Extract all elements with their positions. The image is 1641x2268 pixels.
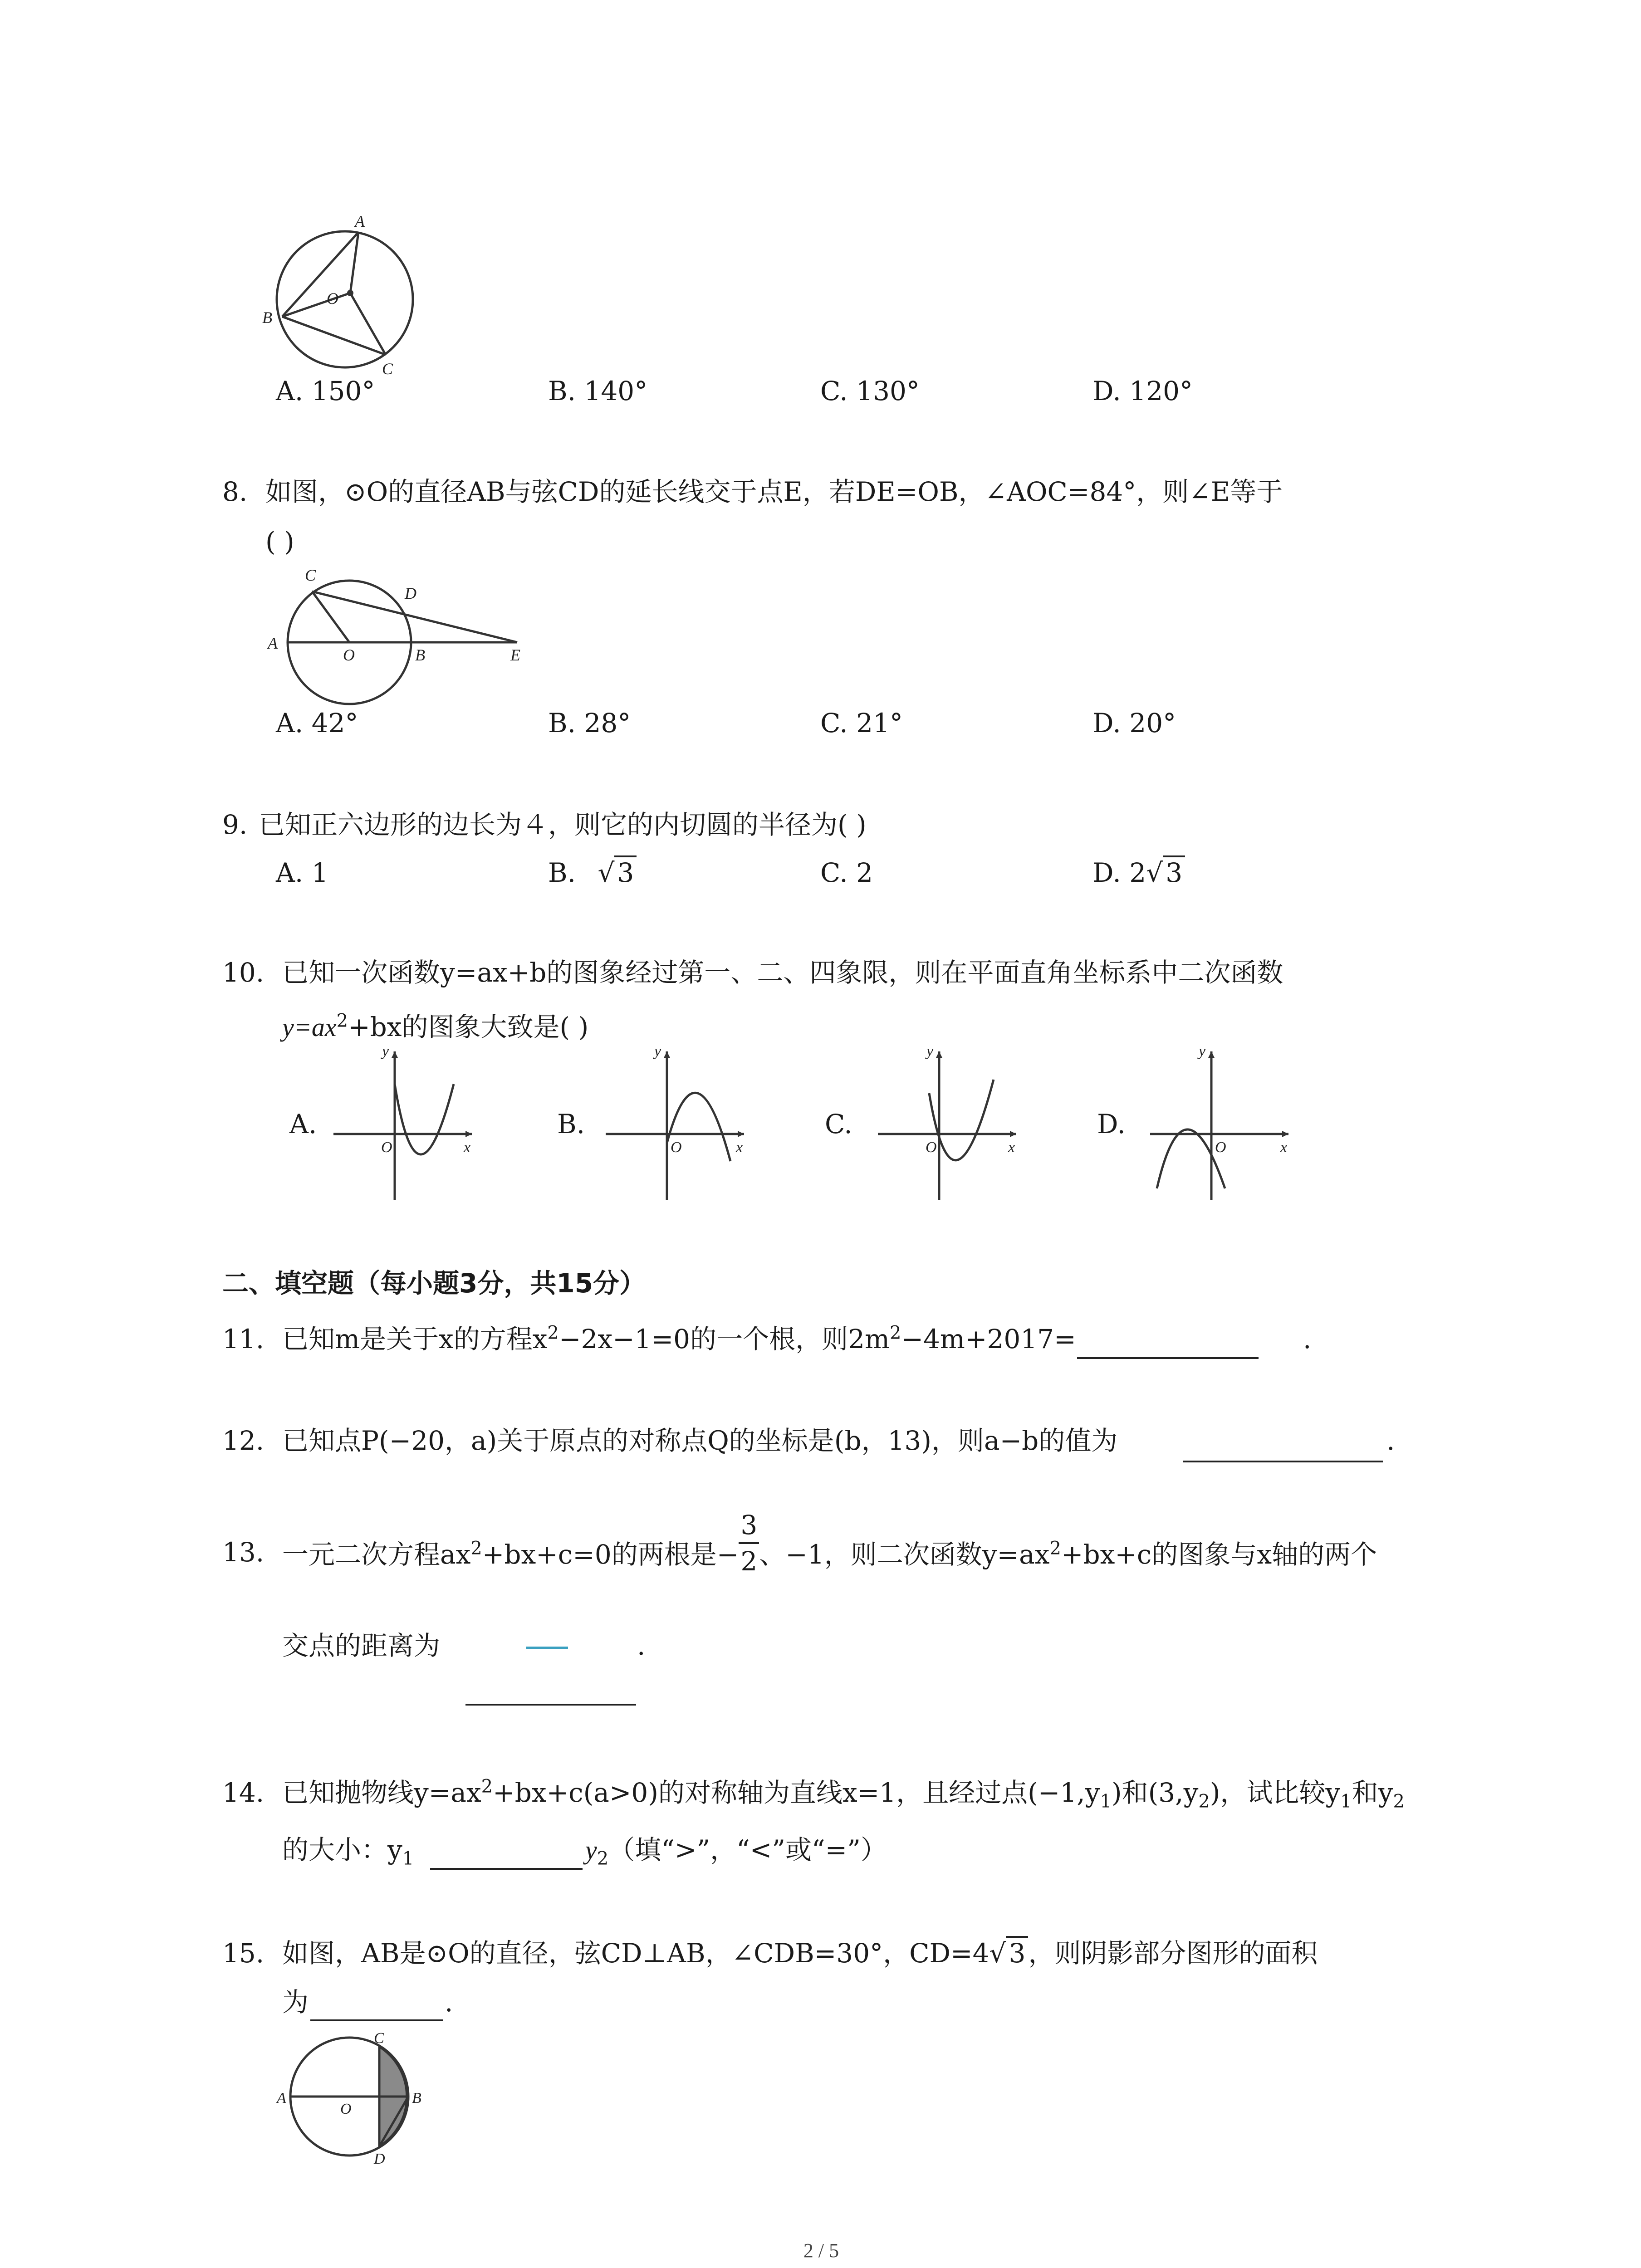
q11-text-c: −4m+2017= [901,1324,1076,1354]
q10-c-y-label: y [926,1043,934,1060]
q15-end: . [445,1987,453,2018]
q8-label-b: B [415,646,425,664]
q11-text-a: 已知m是关于x的方程x [282,1324,548,1354]
q11-number: 11. [222,1324,265,1354]
q10-b-o-label: O [671,1139,682,1156]
q7-option-b: B. 140° [548,376,648,406]
q14-text-b: +bx+c(a>0)的对称轴为直线x=1，且经过点(−1,y [493,1777,1100,1808]
q13-text-c: 、−1，则二次函数y=ax [759,1539,1050,1570]
q8-option-b: B. 28° [548,708,631,738]
q11-answer-blank[interactable] [1077,1357,1259,1359]
q14-sub4: 2 [1393,1791,1405,1812]
q14-number: 14. [222,1777,265,1808]
q9-option-b-sqrt: √ 3 [598,855,637,890]
q13-text-d: +bx+c的图象与x轴的两个 [1061,1539,1377,1570]
q12-text: 已知点P(−20，a)关于原点的对称点Q的坐标是(b，13)，则a−b的值为 [282,1425,1118,1456]
q8-figure [259,553,540,708]
q10-line1: 已知一次函数y=ax+b的图象经过第一、二、四象限，则在平面直角坐标系中二次函数 [282,957,1283,988]
q10-a-o-label: O [381,1139,392,1156]
q10-line2-a: y=ax [282,1012,337,1042]
q15-radicand: 3 [1006,1936,1028,1969]
q7-option-d: D. 120° [1092,376,1193,406]
q11-sup2: 2 [889,1322,901,1344]
q8-option-a: A. 42° [276,708,358,738]
q13-frac-den: 2 [740,1546,758,1577]
q14-answer-blank[interactable] [430,1868,583,1870]
q14-text-a: 已知抛物线y=ax [282,1777,481,1808]
q15-line1 [282,1936,1318,1970]
q7-label-o: O [327,289,338,308]
q14-line2-prefix [282,1833,414,1867]
q13-line2: 交点的距离为 [282,1630,441,1661]
q8-option-d: D. 20° [1092,708,1176,738]
q15-label-o: O [340,2101,352,2117]
q15-sqrt: √ 3 [989,1936,1028,1970]
q10-d-x-label: x [1280,1139,1288,1156]
q9-option-d-sqrt: √ 3 [1146,855,1185,890]
q8-label-c: C [305,566,316,584]
q13-sup1: 2 [470,1538,482,1559]
q9-option-a: A. 1 [276,857,328,888]
q14-text-d: )，试比较y [1210,1777,1341,1808]
q9-option-c: C. 2 [820,857,873,888]
q15-text-a: 如图，AB是⊙O的直径，弦CD⊥AB，∠CDB=30°，CD=4 [282,1938,989,1969]
q9-option-b-prefix: B. [548,857,576,888]
q13-text-b: +bx+c=0的两根是− [482,1539,739,1570]
q14-line2-suffix [585,1833,887,1867]
q10-line2 [282,1010,588,1045]
q8-option-c: C. 21° [820,708,903,738]
q10-line2-b: +bx的图象大致是( ) [348,1012,589,1042]
q12-number: 12. [222,1425,265,1456]
q8-label-o: O [343,646,355,664]
q15-label-a: A [277,2090,286,2107]
section2-title: 二、填空题（每小题3分，共15分） [222,1268,646,1299]
page-number: 2 / 5 [803,2239,839,2262]
q10-a-y-label: y [382,1043,389,1060]
q15-label-b: B [412,2090,421,2107]
q13-frac-num: 3 [739,1508,759,1544]
q13-text-a: 一元二次方程ax [282,1539,471,1570]
q10-a-x-label: x [464,1139,471,1156]
q9-number: 9. [222,809,248,840]
q8-label-e: E [510,646,520,664]
q11-sup1: 2 [547,1322,559,1344]
q10-d-o-label: O [1215,1139,1226,1156]
q10-c-x-label: x [1008,1139,1015,1156]
q10-b-x-label: x [736,1139,743,1156]
q8-number: 8. [222,476,248,507]
q13-end: . [637,1630,646,1661]
q10-graph-a [331,1043,481,1202]
q10-line2-sup: 2 [336,1010,348,1031]
q15-label-d: D [374,2151,385,2167]
q10-number: 10. [222,957,265,988]
q10-option-a-label: A. [289,1109,317,1139]
q11-end: . [1303,1324,1312,1354]
q7-figure [254,209,426,381]
q14-line2-sub1: 1 [402,1848,414,1869]
q15-number: 15. [222,1938,265,1969]
q8-paren: ( ) [265,526,294,557]
q14-sup1: 2 [481,1776,493,1797]
q10-option-d-label: D. [1097,1109,1126,1139]
q10-graph-c [876,1043,1025,1202]
q13-sup2: 2 [1049,1538,1061,1559]
q14-text-c: )和(3,y [1111,1777,1199,1808]
q10-b-y-label: y [654,1043,661,1060]
q15-label-c: C [374,2030,384,2047]
q12-end: . [1386,1425,1395,1456]
q9-option-b-radicand: 3 [614,855,637,888]
q13-teal-mark [526,1647,568,1649]
q7-label-a: A [355,212,365,230]
q10-graph-b [603,1043,753,1202]
q11-text [282,1322,1076,1356]
q13-fraction [739,1508,759,1579]
q15-answer-blank[interactable] [310,2019,443,2021]
q14-line2-c: （填“>”，“<”或“=”） [608,1834,887,1865]
q9-option-d [1092,855,1185,890]
q15-line2: 为 [282,1987,309,2018]
q13-number: 13. [222,1537,265,1568]
q9-option-d-radicand: 3 [1163,855,1185,888]
q8-label-d: D [405,584,416,602]
q10-option-c-label: C. [825,1109,852,1139]
q14-line2-a: 的大小：y [282,1834,402,1865]
q14-line2-b: y [585,1835,597,1865]
q8-label-a: A [268,634,278,652]
q14-line2-sub2: 2 [597,1848,609,1869]
q14-line1 [282,1775,1405,1810]
q7-label-c: C [382,360,393,378]
q9-option-b [548,855,637,890]
q11-text-b: −2x−1=0的一个根，则2m [558,1324,890,1354]
q13-answer-blank[interactable] [465,1704,636,1706]
q7-option-c: C. 130° [820,376,920,406]
q10-option-b-label: B. [557,1109,585,1139]
q10-graph-d [1148,1043,1298,1202]
q14-sub2: 2 [1198,1791,1210,1812]
q7-label-b: B [262,308,272,327]
q10-d-y-label: y [1199,1043,1206,1060]
q10-c-o-label: O [926,1139,937,1156]
q15-figure [272,2023,454,2173]
q13-line1 [282,1510,1377,1579]
q14-sub3: 1 [1340,1791,1352,1812]
q8-text: 如图，⊙O的直径AB与弦CD的延长线交于点E，若DE=OB，∠AOC=84°，则∠E等于 [265,476,1283,507]
q9-text: 已知正六边形的边长为４，则它的内切圆的半径为( ) [259,809,867,840]
q7-option-a: A. 150° [276,376,375,406]
q15-text-b: ，则阴影部分图形的面积 [1028,1938,1318,1969]
q14-sub1: 1 [1100,1791,1112,1812]
q12-answer-blank[interactable] [1183,1461,1383,1462]
q9-option-d-prefix: D. 2 [1092,857,1146,888]
q14-text-e: 和y [1352,1777,1393,1808]
